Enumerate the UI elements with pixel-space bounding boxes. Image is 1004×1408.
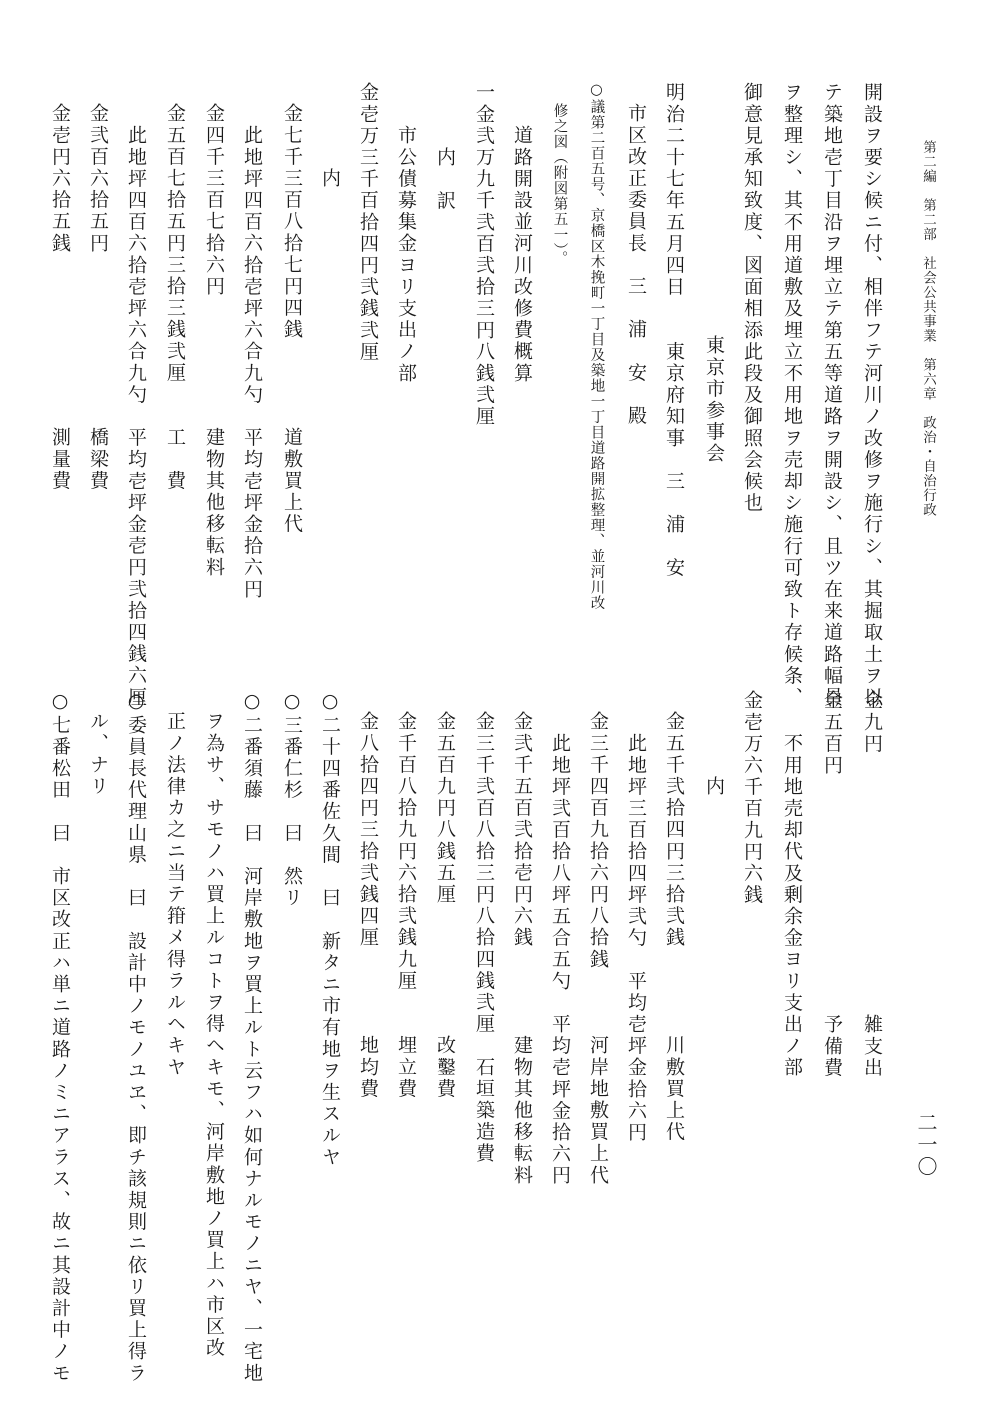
text-column: 金三千弐百八拾三円八拾四銭弐厘 石垣築造費 bbox=[473, 711, 495, 1165]
text-column: 金四千三百七拾六円 建物其他移転料 bbox=[203, 103, 225, 579]
text-column: ル、ナリ bbox=[87, 711, 109, 798]
text-column: 此地坪三百拾四坪弐勺 平均壱坪金拾六円 bbox=[625, 733, 647, 1144]
text-column: 開設ヲ要シ候ニ付、相伴フテ河川ノ改修ヲ施行シ、其掘取土ヲ以 bbox=[861, 82, 883, 709]
text-column: 金三千四百九拾六円八拾銭 河岸地敷買上代 bbox=[587, 711, 609, 1187]
text-column: 金八拾四円三拾弐銭四厘 地均費 bbox=[357, 711, 379, 1100]
text-column: ○委員長代理山県 曰 設計中ノモノユヱ、即チ該規則ニ依リ買上得ラ bbox=[125, 690, 147, 1385]
text-column: 金七千三百八拾七円四銭 道敷買上代 bbox=[281, 103, 303, 535]
text-column: 金壱万六千百九円六銭 bbox=[741, 690, 763, 906]
text-column: 金弐千五百弐拾壱円六銭 建物其他移転料 bbox=[511, 711, 533, 1187]
text-column: ○二十四番佐久間 曰 新タニ市有地ヲ生スルヤ bbox=[319, 690, 341, 1169]
text-column: ○議第二百五号、京橋区木挽町一丁目及築地一丁目道路開拡整理、並河川改 bbox=[588, 82, 605, 611]
text-column: 此地坪弐百拾八坪五合五勺 平均壱坪金拾六円 bbox=[549, 733, 571, 1187]
text-column: ○三番仁杉 曰 然リ bbox=[281, 690, 303, 909]
text-column: 金九円 雑支出 bbox=[861, 690, 883, 1079]
text-column: 金五百九円八銭五厘 改鑿費 bbox=[434, 711, 456, 1100]
text-column: 金千百八拾九円六拾弐銭九厘 埋立費 bbox=[395, 711, 417, 1100]
text-column: 正ノ法律カ之ニ当テ箝メ得ラルヘキヤ bbox=[164, 711, 186, 1079]
text-column: ヲ整理シ、其不用道敷及埋立不用地ヲ売却シ施行可致ト存候条、 bbox=[781, 82, 803, 709]
text-column: 東京市参事会 bbox=[703, 335, 725, 465]
text-column: 内 bbox=[319, 168, 341, 190]
text-column: ヲ為サ、サモノハ買上ルコトヲ得ヘキモ、河岸敷地ノ買上ハ市区改 bbox=[203, 711, 225, 1359]
page-number: 二一〇 bbox=[914, 1112, 938, 1178]
text-column: ○二番須藤 曰 河岸敷地ヲ買上ルト云フハ如何ナルモノニヤ、一宅地 bbox=[241, 690, 263, 1385]
text-column: 御意見承知致度、図面相添此段及御照会候也 bbox=[741, 82, 763, 514]
text-column: 此地坪四百六拾壱坪六合九勺 平均壱坪金拾六円 bbox=[241, 125, 263, 601]
text-column: 金五百円 予備費 bbox=[821, 690, 843, 1079]
text-column: 此地坪四百六拾壱坪六合九勺 平均壱坪金壱円弐拾四銭六厘 bbox=[125, 125, 147, 709]
text-column: 不用地売却代及剰余金ヨリ支出ノ部 bbox=[781, 733, 803, 1079]
text-column: 金五百七拾五円三拾三銭弐厘 工 費 bbox=[164, 103, 186, 492]
text-column: 内 bbox=[703, 776, 725, 798]
text-column: 金壱万三千百拾四円弐銭弐厘 bbox=[357, 82, 379, 363]
text-column: 金五千弐拾四円三拾弐銭 川敷買上代 bbox=[663, 711, 685, 1143]
text-column: 一金弐万九千弐百弐拾三円八銭弐厘 bbox=[473, 82, 495, 428]
text-column: ○七番松田 曰 市区改正ハ単ニ道路ノミニアラス、故ニ其設計中ノモ bbox=[49, 690, 71, 1385]
text-column: 市公債募集金ヨリ支出ノ部 bbox=[395, 125, 417, 385]
text-column: 道路開設並河川改修費概算 bbox=[511, 125, 533, 385]
text-column: 明治二十七年五月四日 東京府知事 三 浦 安 bbox=[663, 82, 685, 579]
text-column: 金弐百六拾五円 橋梁費 bbox=[87, 103, 109, 492]
text-column: 内 訳 bbox=[434, 147, 456, 212]
running-header: 第二編 第二部 社会公共事業 第六章 政治・自治行政 bbox=[920, 140, 936, 517]
text-column: 修之図（附図第五一）。 bbox=[551, 103, 568, 267]
text-column: 市区改正委員長 三 浦 安 殿 bbox=[625, 103, 647, 427]
text-column: テ築地壱丁目沿ヲ埋立テ第五等道路ヲ開設シ、且ツ在来道路幅員 bbox=[821, 82, 843, 709]
text-column: 金壱円六拾五銭 測量費 bbox=[49, 103, 71, 492]
